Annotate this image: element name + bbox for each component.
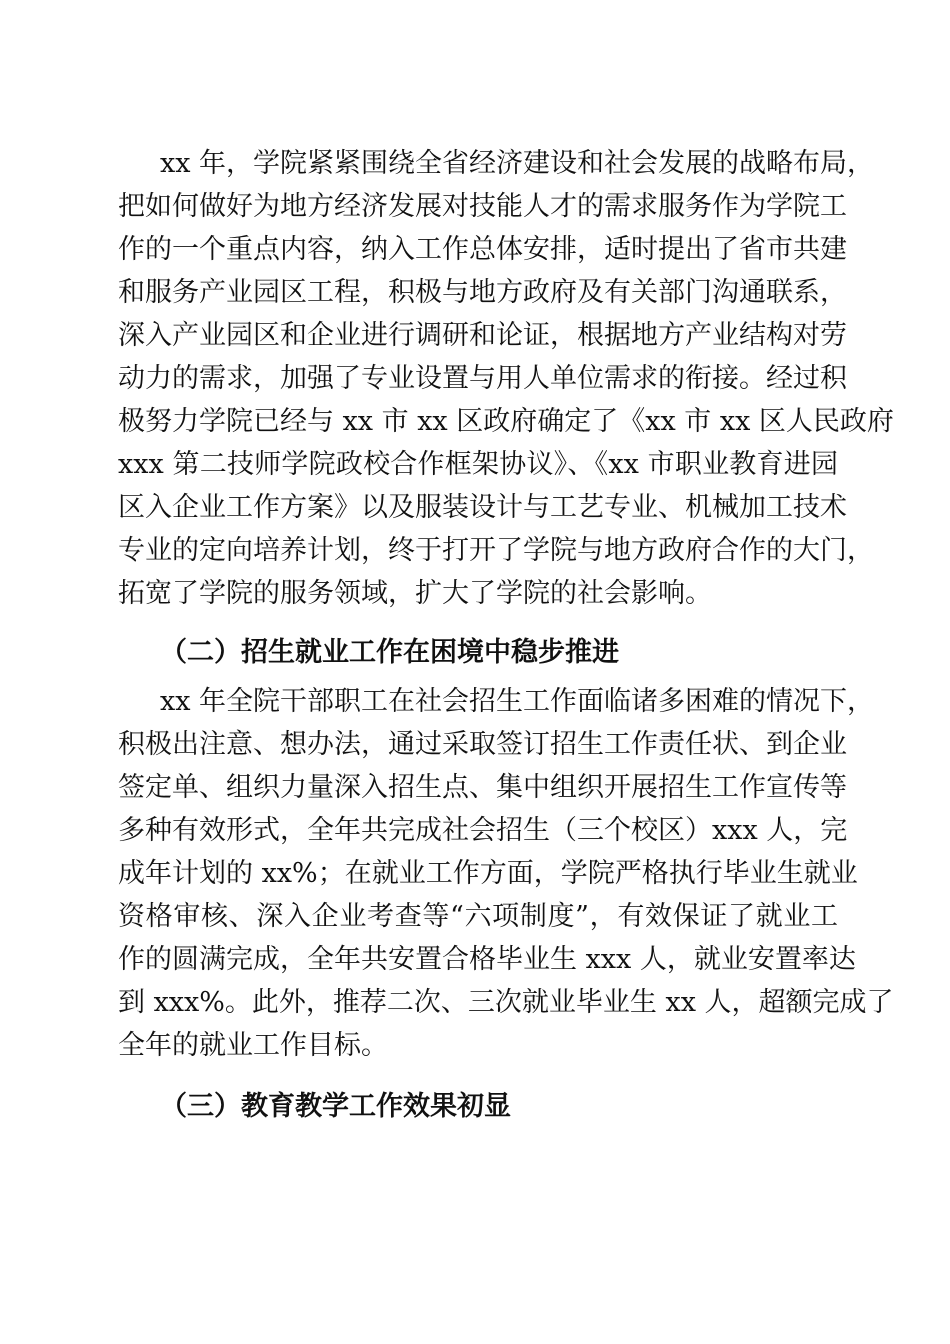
paragraph-1-line-11: 拓宽了学院的服务领域，扩大了学院的社会影响。 (118, 578, 712, 609)
section-heading-3: （三）教育教学工作效果初显 (160, 1091, 511, 1122)
paragraph-1-line-3: 作的一个重点内容，纳入工作总体安排，适时提出了省市共建 (118, 234, 847, 265)
paragraph-1-line-8: xxx 第二技师学院政校合作框架协议》、《xx 市职业教育进园 (118, 449, 838, 480)
paragraph-2-line-1: xx 年全院干部职工在社会招生工作面临诸多困难的情况下， (160, 686, 875, 717)
paragraph-2-line-2: 积极出注意、想办法，通过采取签订招生工作责任状、到企业 (118, 729, 847, 760)
section-heading-2: （二）招生就业工作在困境中稳步推进 (160, 637, 619, 668)
paragraph-1-line-9: 区入企业工作方案》以及服装设计与工艺专业、机械加工技术 (118, 492, 847, 523)
paragraph-1-line-5: 深入产业园区和企业进行调研和论证，根据地方产业结构对劳 (118, 320, 847, 351)
paragraph-2-line-6: 资格审核、深入企业考查等“六项制度”，有效保证了就业工 (118, 901, 838, 932)
paragraph-2-line-3: 签定单、组织力量深入招生点、集中组织开展招生工作宣传等 (118, 772, 847, 803)
paragraph-1-line-6: 动力的需求，加强了专业设置与用人单位需求的衔接。经过积 (118, 363, 847, 394)
paragraph-2-line-5: 成年计划的 xx%；在就业工作方面，学院严格执行毕业生就业 (118, 858, 858, 889)
paragraph-2-line-8: 到 xxx%。此外，推荐二次、三次就业毕业生 xx 人，超额完成了 (118, 987, 894, 1018)
paragraph-1-line-10: 专业的定向培养计划，终于打开了学院与地方政府合作的大门， (118, 535, 874, 566)
paragraph-1-line-7: 极努力学院已经与 xx 市 xx 区政府确定了《xx 市 xx 区人民政府 (118, 406, 894, 437)
paragraph-2-line-7: 作的圆满完成，全年共安置合格毕业生 xxx 人，就业安置率达 (118, 944, 856, 975)
paragraph-1-line-4: 和服务产业园区工程，积极与地方政府及有关部门沟通联系， (118, 277, 847, 308)
paragraph-1-line-2: 把如何做好为地方经济发展对技能人才的需求服务作为学院工 (118, 191, 847, 222)
paragraph-1-line-1: xx 年，学院紧紧围绕全省经济建设和社会发展的战略布局， (160, 148, 875, 179)
paragraph-2-line-9: 全年的就业工作目标。 (118, 1030, 388, 1061)
paragraph-2-line-4: 多种有效形式，全年共完成社会招生（三个校区）xxx 人，完 (118, 815, 848, 846)
